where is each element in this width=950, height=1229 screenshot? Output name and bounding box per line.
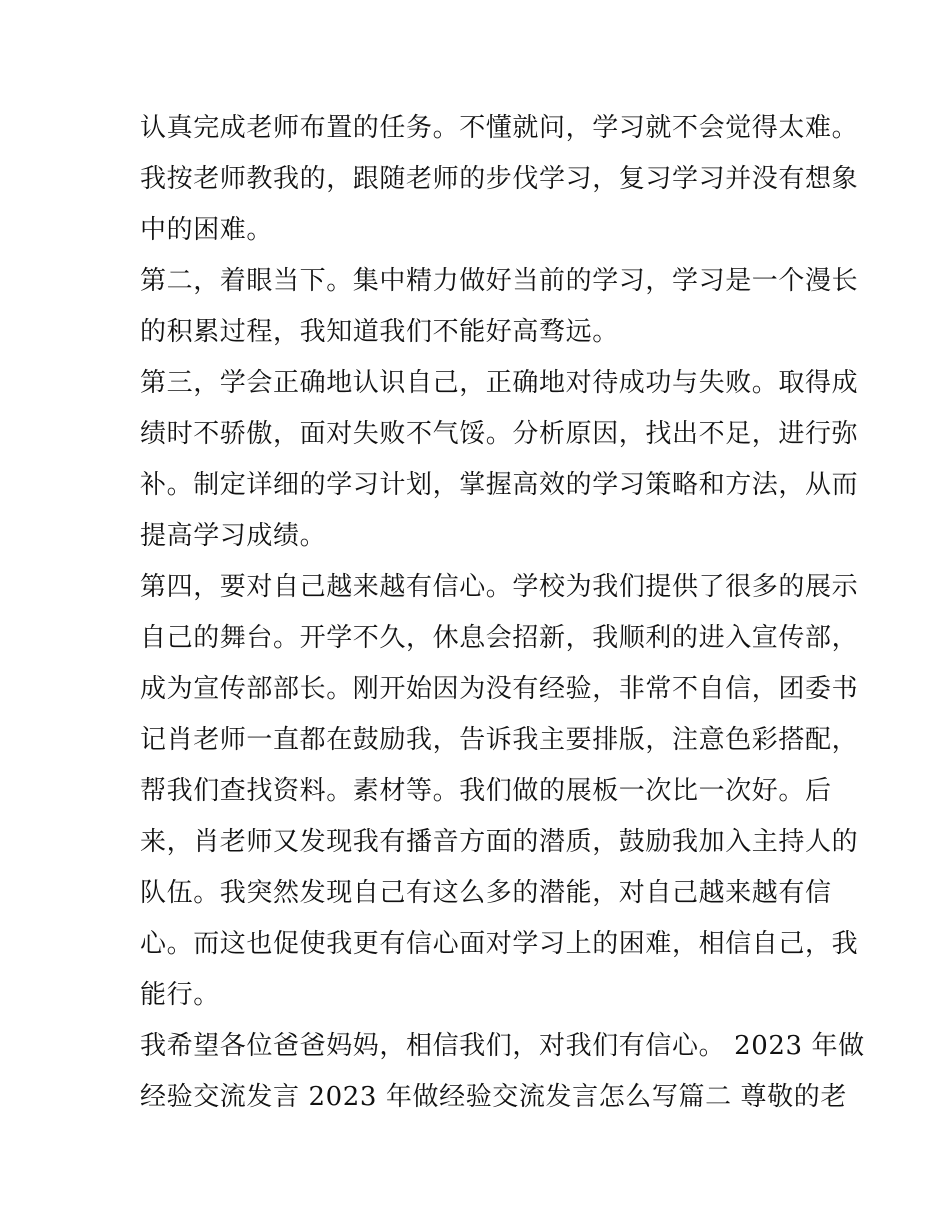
text-line: 提高学习成绩。 <box>140 521 327 551</box>
text-line: 第三，学会正确地认识自己，正确地对待成功与失败。取得成 <box>140 368 859 398</box>
text-line: 中的困难。 <box>140 215 274 245</box>
text-line: 成为宣传部部长。刚开始因为没有经验，非常不自信，团委书 <box>140 674 859 704</box>
text-line: 补。制定详细的学习计划，掌握高效的学习策略和方法，从而 <box>140 470 859 500</box>
text-line: 记肖老师一直都在鼓励我，告诉我主要排版，注意色彩搭配， <box>140 725 859 755</box>
text-line: 第二，着眼当下。集中精力做好当前的学习，学习是一个漫长 <box>140 266 859 296</box>
text-line: 我按老师教我的，跟随老师的步伐学习，复习学习并没有想象 <box>140 164 859 194</box>
text-line: 的积累过程，我知道我们不能好高骛远。 <box>140 317 619 347</box>
text-line: 第四，要对自己越来越有信心。学校为我们提供了很多的展示 <box>140 572 859 602</box>
text-line: 来，肖老师又发现我有播音方面的潜质，鼓励我加入主持人的 <box>140 827 859 857</box>
text-line: 自己的舞台。开学不久，休息会招新，我顺利的进入宣传部， <box>140 623 859 653</box>
document-body-text <box>140 103 865 1123</box>
text-line: 绩时不骄傲，面对失败不气馁。分析原因，找出不足，进行弥 <box>140 419 859 449</box>
text-line: 经验交流发言 2023 年做经验交流发言怎么写篇二 尊敬的老 <box>140 1082 847 1112</box>
text-line: 帮我们查找资料。素材等。我们做的展板一次比一次好。后 <box>140 776 832 806</box>
text-line: 我希望各位爸爸妈妈，相信我们，对我们有信心。 2023 年做 <box>140 1031 865 1061</box>
text-line: 心。而这也促使我更有信心面对学习上的困难，相信自己，我 <box>140 929 859 959</box>
text-line: 能行。 <box>140 980 220 1010</box>
text-line: 认真完成老师布置的任务。不懂就问，学习就不会觉得太难。 <box>140 113 859 143</box>
text-line: 队伍。我突然发现自己有这么多的潜能，对自己越来越有信 <box>140 878 832 908</box>
